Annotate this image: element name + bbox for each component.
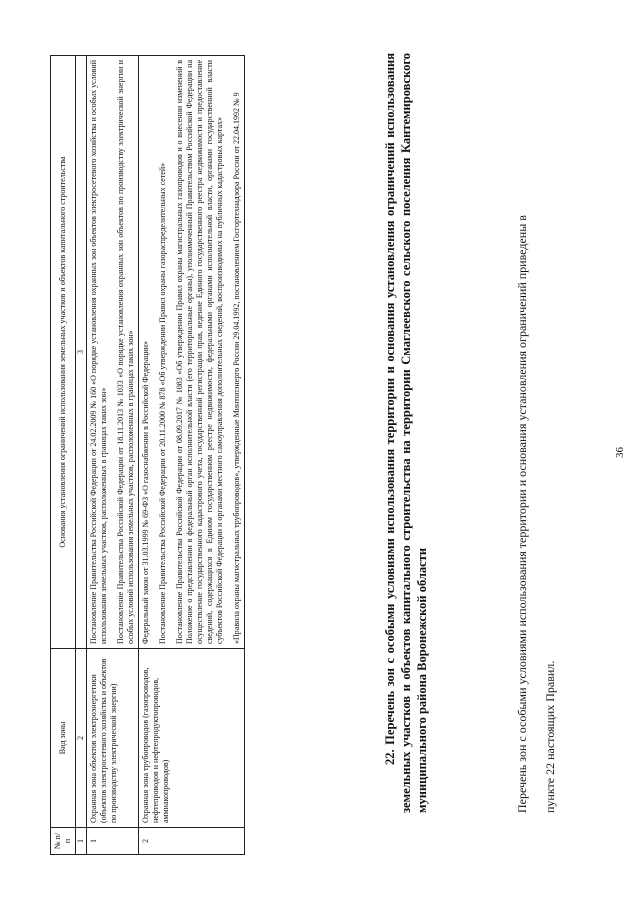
basis-document: «Правила охраны магистральных трубопроводов», утвержденные Минтопэнерго России 29.04.1992, постановлением Госгортехнадзора России от 22.04.1992 № 9 [232, 92, 241, 644]
intro-paragraph [508, 53, 564, 813]
intro-line-2: пункте 22 настоящих Правил. [543, 660, 557, 813]
table-header-row [51, 56, 76, 855]
table-row [87, 56, 139, 855]
basis-document: Постановление Правительства Российской Федерации от 08.09.2017 № 1083 «Об утверждении Правил охраны магистральных газопроводов и о внесении изменений в Положение о представлении в федеральный орган исполнительной власти (его территориальные органы), уполномоченный Правительством Российской Федерации на осуществление государственного кадастрового учета, государственной регистрации прав, ведение Единого государственного реестра недвижимости и предоставление сведений, содержащихся в Едином государственном реестре недвижимости, федеральными органами исполнительной власти, органами государственной власти субъектов Российской Федерации и органами местного самоуправления дополнительных сведений, воспроизводимых на публичных кадастровых картах» [175, 60, 224, 644]
basis-document: Постановление Правительства Российской Федерации от 24.02.2009 № 160 «О порядке установления охранных зон объектов электросетевого хозяйства и особых условий использования земельных участков, расположенных в границах таких зон» [89, 60, 108, 644]
col-number: 2 [76, 649, 87, 828]
col-number: 1 [76, 828, 87, 855]
row-num: 1 [87, 828, 139, 855]
restrictions-table [50, 55, 245, 855]
basis-cell [139, 56, 245, 649]
section-heading: 22. Перечень зон с особыми условиями использования территории и основания установления ограничений использования земельных участков и объектов капитального строительства на территории Смаглеевского сельского поселения Кантемировского муниципального района Воронежской области [383, 53, 429, 813]
row-num: 2 [139, 828, 245, 855]
basis-document: Федеральный закон от 31.03.1999 № 69-ФЗ «О газоснабжении в Российской Федерации» [141, 340, 150, 644]
basis-document: Постановление Правительства Российской Федерации от 18.11.2013 № 1033 «О порядке установления охранных зон объектов по производству электрической энергии и особых условий использования земельных участков, расположенных в границах таких зон» [116, 60, 135, 644]
column-number-row [76, 56, 87, 855]
table-row [139, 56, 245, 855]
basis-document: Постановление Правительства Российской Федерации от 20.11.2000 № 878 «Об утверждении Правил охраны газораспределительных сетей» [158, 162, 167, 644]
page-number: 36 [614, 447, 626, 458]
zone-type: Охранная зона объектов электроэнергетики (объектов электросетевого хозяйства и объектов по производству электрической энергии) [87, 649, 139, 828]
header-num: № п/п [51, 828, 76, 855]
basis-cell [87, 56, 139, 649]
header-basis: Основания установления ограничений использования земельных участков и объектов капитального строительства [51, 56, 76, 649]
header-zone: Вид зоны [51, 649, 76, 828]
col-number: 3 [76, 56, 87, 649]
intro-line-1: Перечень зон с особыми условиями использования территории и основания установления ограничений приведены в [515, 215, 529, 813]
zone-type: Охранная зона трубопроводов (газопроводов, нефтепроводов и нефтепродуктопроводов, аммиакопроводов) [139, 649, 245, 828]
